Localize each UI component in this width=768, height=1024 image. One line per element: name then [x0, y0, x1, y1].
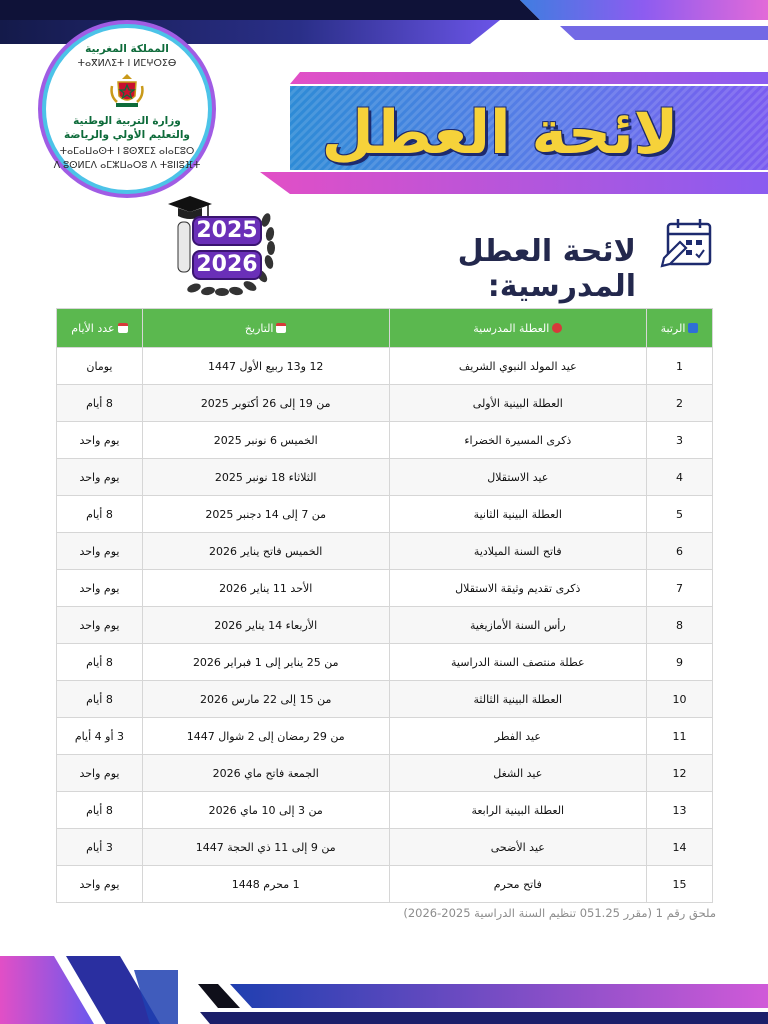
cell-date: الجمعة فاتح ماي 2026 [142, 755, 389, 792]
cell-days: يوم واحد [57, 866, 143, 903]
cell-rank: 12 [647, 755, 713, 792]
footnote: ملحق رقم 1 (مقرر 051.25 تنظيم السنة الدراسية 2025-2026) [403, 906, 716, 920]
cell-rank: 4 [647, 459, 713, 496]
cell-days: 8 أيام [57, 644, 143, 681]
cell-date: من 29 رمضان إلى 2 شوال 1447 [142, 718, 389, 755]
col-header-date: التاريخ [142, 309, 389, 348]
cell-holiday: ذكرى المسيرة الخضراء [389, 422, 647, 459]
cell-holiday: فاتح السنة الميلادية [389, 533, 647, 570]
table-row [57, 385, 713, 422]
table-row [57, 829, 713, 866]
coat-of-arms-icon [108, 72, 146, 110]
ministry-name-line1: وزارة التربية الوطنية [73, 115, 181, 127]
calendar-edit-icon [658, 216, 714, 272]
year-bottom: 2026 [192, 250, 262, 280]
table-row [57, 644, 713, 681]
col-header-holiday: العطلة المدرسية [389, 309, 647, 348]
kingdom-name: المملكة المغربية [85, 43, 169, 55]
cell-date: الأحد 11 يناير 2026 [142, 570, 389, 607]
table-row [57, 422, 713, 459]
cell-date: الخميس فاتح يناير 2026 [142, 533, 389, 570]
table-row [57, 866, 713, 903]
cell-date: 1 محرم 1448 [142, 866, 389, 903]
cell-rank: 2 [647, 385, 713, 422]
cell-holiday: فاتح محرم [389, 866, 647, 903]
cell-date: من 15 إلى 22 مارس 2026 [142, 681, 389, 718]
cell-holiday: ذكرى تقديم وثيقة الاستقلال [389, 570, 647, 607]
cell-holiday: رأس السنة الأمازيغية [389, 607, 647, 644]
table-row [57, 348, 713, 385]
cell-date: من 25 يناير إلى 1 فبراير 2026 [142, 644, 389, 681]
cell-date: من 3 إلى 10 ماي 2026 [142, 792, 389, 829]
cell-date: من 7 إلى 14 دجنبر 2025 [142, 496, 389, 533]
cell-holiday: عيد الشغل [389, 755, 647, 792]
cell-holiday: عيد الاستقلال [389, 459, 647, 496]
cell-days: 8 أيام [57, 792, 143, 829]
table-row [57, 570, 713, 607]
cell-date: الخميس 6 نونبر 2025 [142, 422, 389, 459]
cell-holiday: العطلة البينية الثالثة [389, 681, 647, 718]
cell-rank: 10 [647, 681, 713, 718]
table-row [57, 792, 713, 829]
cell-days: يوم واحد [57, 422, 143, 459]
cell-rank: 1 [647, 348, 713, 385]
calendar-icon [118, 323, 128, 333]
cell-holiday: عطلة منتصف السنة الدراسية [389, 644, 647, 681]
holidays-table [56, 308, 713, 903]
pin-icon [552, 323, 562, 333]
cell-days: 8 أيام [57, 385, 143, 422]
cell-rank: 8 [647, 607, 713, 644]
cell-days: 8 أيام [57, 496, 143, 533]
cell-days: يوم واحد [57, 533, 143, 570]
cell-holiday: عيد الفطر [389, 718, 647, 755]
cell-date: من 9 إلى 11 ذي الحجة 1447 [142, 829, 389, 866]
cell-days: يوم واحد [57, 755, 143, 792]
calendar-icon [276, 323, 286, 333]
table-row [57, 496, 713, 533]
cell-date: 12 و13 ربيع الأول 1447 [142, 348, 389, 385]
cell-rank: 5 [647, 496, 713, 533]
cell-days: يوم واحد [57, 607, 143, 644]
table-row [57, 459, 713, 496]
cell-rank: 11 [647, 718, 713, 755]
year-badge [192, 216, 262, 280]
cell-rank: 6 [647, 533, 713, 570]
grid-icon [688, 323, 698, 333]
table-row [57, 533, 713, 570]
cell-rank: 15 [647, 866, 713, 903]
year-top: 2025 [192, 216, 262, 246]
cell-days: يوم واحد [57, 570, 143, 607]
table-header-row [57, 309, 713, 348]
cell-holiday: العطلة البينية الثانية [389, 496, 647, 533]
cell-date: من 19 إلى 26 أكتوبر 2025 [142, 385, 389, 422]
cell-days: 3 أيام [57, 829, 143, 866]
table-row [57, 755, 713, 792]
ministry-seal [46, 28, 208, 190]
cell-rank: 14 [647, 829, 713, 866]
cell-rank: 9 [647, 644, 713, 681]
cell-holiday: العطلة البينية الرابعة [389, 792, 647, 829]
table-row [57, 681, 713, 718]
cell-holiday: عيد الأضحى [389, 829, 647, 866]
cell-rank: 13 [647, 792, 713, 829]
cell-holiday: عيد المولد النبوي الشريف [389, 348, 647, 385]
ministry-tifinagh-line1: ⵜⴰⵎⴰⵡⴰⵙⵜ ⵏ ⵓⵙⴳⵎⵉ ⴰⵏⴰⵎⵓⵔ [59, 146, 195, 157]
kingdom-name-tifinagh: ⵜⴰⴳⵍⴷⵉⵜ ⵏ ⵍⵎⵖⵔⵉⴱ [77, 58, 177, 69]
cell-date: الثلاثاء 18 نونبر 2025 [142, 459, 389, 496]
section-subtitle: لائحة العطل المدرسية: [457, 234, 636, 304]
table-row [57, 607, 713, 644]
cell-date: الأربعاء 14 يناير 2026 [142, 607, 389, 644]
cell-days: 3 أو 4 أيام [57, 718, 143, 755]
cell-rank: 3 [647, 422, 713, 459]
ministry-tifinagh-line2: ⴷ ⵓⵙⵍⵎⴷ ⴰⵎⵣⵡⴰⵔⵓ ⴷ ⵜⵓⵏⵏⵓⴼⵜ [53, 160, 201, 171]
cell-rank: 7 [647, 570, 713, 607]
cell-holiday: العطلة البينية الأولى [389, 385, 647, 422]
bottom-decor-bars [0, 948, 768, 1024]
col-header-rank: الرتبة [647, 309, 713, 348]
cell-days: يوم واحد [57, 459, 143, 496]
cell-days: 8 أيام [57, 681, 143, 718]
ministry-name-line2: والتعليم الأولي والرياضة [64, 129, 190, 141]
banner-title: لائحة العطل [321, 98, 679, 168]
col-header-days: عدد الأيام [57, 309, 143, 348]
cell-days: يومان [57, 348, 143, 385]
table-row [57, 718, 713, 755]
